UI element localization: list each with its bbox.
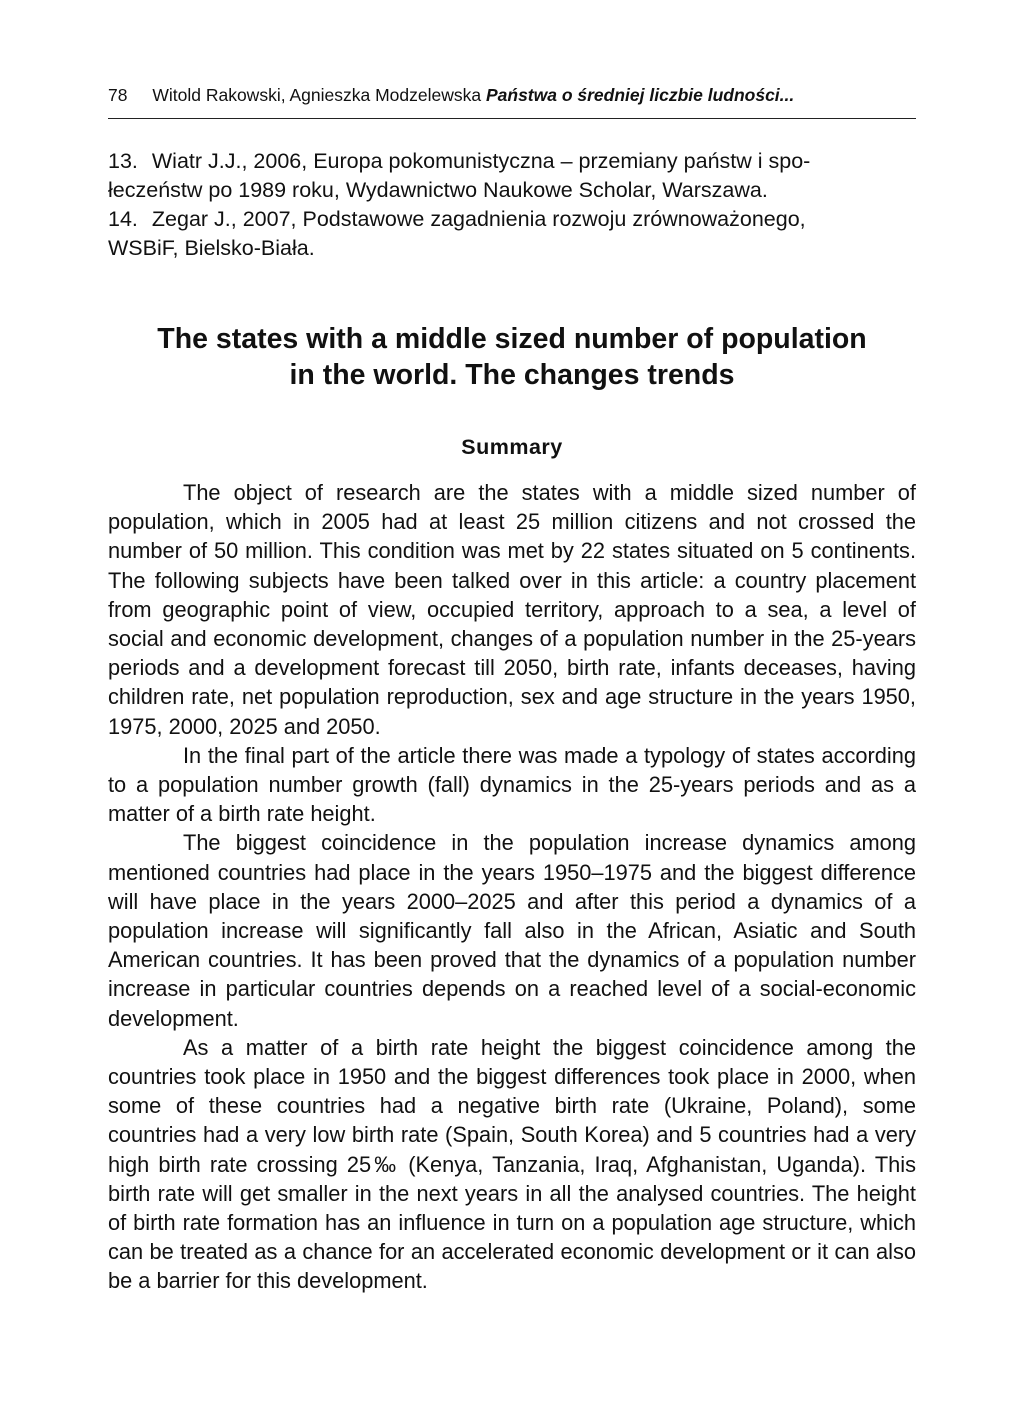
page-number: 78 [108,85,128,105]
reference-number: 13. [108,149,138,173]
reference-item [108,205,916,263]
article-title-line: in the world. The changes trends [289,359,735,391]
summary-paragraph: As a matter of a birth rate height the biggest coincidence among the countries took place in 1950 and the biggest differences took place in 2000, when some of these countries had a negative birth rate (Ukraine, Poland), some countries had a very low birth rate (Spain, South Korea) and 5 countries had a very high birth rate crossing 25‰ (Kenya, Tanzania, Iraq, Afghanistan, Uganda). This birth rate will get smaller in the next years in all the analysed countries. The height of birth rate formation has an influence in turn on a population age structure, which can be treated as a chance for an accelerated economic development or it can also be a barrier for this development. [108,1034,916,1294]
document-page [108,84,916,1296]
header-authors: Witold Rakowski, Agnieszka Modzelewska [152,85,482,105]
reference-text-line: łeczeństw po 1989 roku, Wydawnictwo Naukowe Scholar, Warszawa. [108,178,768,202]
reference-text-line: Wiatr J.J., 2006, Europa pokomunistyczna – przemiany państw i spo- [151,149,811,173]
reference-text-line: WSBiF, Bielsko-Biała. [108,236,315,260]
header-running-title: Państwa o średniej liczbie ludności... [485,85,795,105]
summary-body [108,478,916,1296]
reference-list [108,147,916,263]
reference-text-line: Zegar J., 2007, Podstawowe zagadnienia rozwoju zrównoważonego, [151,207,806,231]
running-header [108,84,916,119]
summary-paragraph: The biggest coincidence in the population increase dynamics among mentioned countries had place in the years 1950–1975 and the biggest difference will have place in the years 2000–2025 and after this period a dynamics of a population increase will significantly fall also in the African, Asiatic and South American countries. It has been proved that the dynamics of a population number increase in particular countries depends on a reached level of a social-economic development. [108,830,916,1031]
reference-item [108,147,916,205]
article-title-line: The states with a middle sized number of population [157,323,867,355]
article-title [108,321,916,393]
summary-paragraph: The object of research are the states with a middle sized number of population, which in 2005 had at least 25 million citizens and not crossed the number of 50 million. This condition was met by 22 states situated on 5 continents. The following subjects have been talked over in this article: a country placement from geographic point of view, occupied territory, approach to a sea, a level of social and economic development, changes of a population number in the 25-years periods and a development forecast till 2050, birth rate, infants deceases, having children rate, net population reproduction, sex and age structure in the years 1950, 1975, 2000, 2025 and 2050. [108,480,916,739]
reference-number: 14. [108,207,138,231]
summary-heading: Summary [461,435,563,459]
summary-paragraph: In the final part of the article there was made a typology of states according to a population number growth (fall) dynamics in the 25-years periods and as a matter of a birth rate height. [108,742,916,827]
